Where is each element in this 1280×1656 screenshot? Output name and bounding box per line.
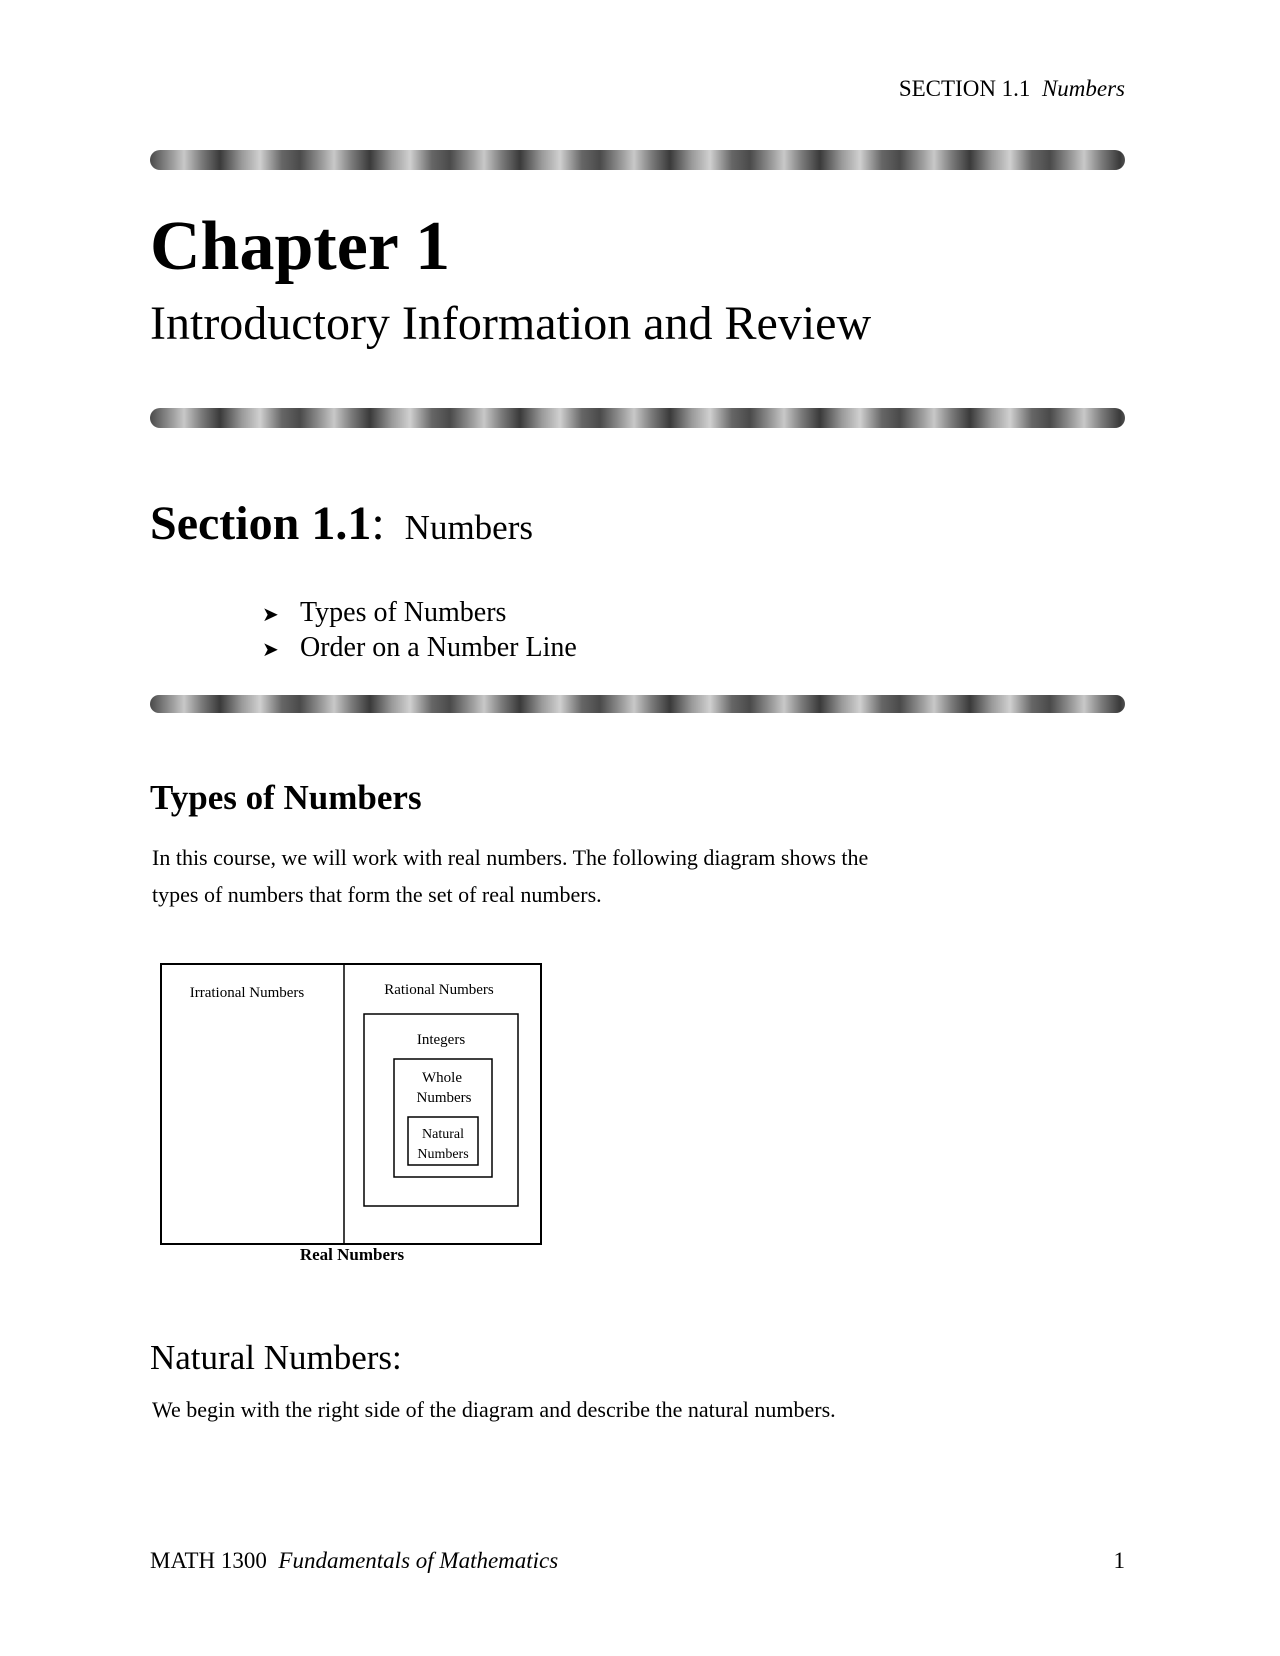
irrational-numbers-label: Irrational Numbers bbox=[189, 985, 305, 1001]
intro-paragraph-line-2: types of numbers that form the set of real numbers. bbox=[152, 882, 602, 907]
types-of-numbers-heading: Types of Numbers bbox=[150, 778, 422, 817]
footer-course bbox=[150, 1548, 558, 1574]
footer-course-code: MATH 1300 bbox=[150, 1548, 267, 1573]
running-header-section-title: Numbers bbox=[1041, 76, 1125, 101]
rational-numbers-label: Rational Numbers bbox=[384, 982, 494, 998]
whole-numbers-label-line1: Whole bbox=[422, 1070, 462, 1086]
intro-paragraph-line-1: In this course, we will work with real numbers. The following diagram shows the bbox=[152, 845, 869, 870]
real-numbers-diagram bbox=[150, 958, 550, 1273]
section-name: Numbers bbox=[404, 508, 533, 547]
section-label: Section 1.1 bbox=[150, 497, 372, 550]
decorative-divider-bottom bbox=[150, 695, 1125, 713]
running-header-section-label: SECTION 1.1 bbox=[898, 76, 1031, 101]
integers-label: Integers bbox=[416, 1032, 466, 1048]
chapter-title: Chapter 1 bbox=[150, 208, 451, 285]
list-item bbox=[262, 596, 577, 631]
section-colon: : bbox=[371, 497, 385, 550]
natural-numbers-heading: Natural Numbers: bbox=[150, 1338, 402, 1377]
list-item bbox=[262, 631, 577, 666]
whole-numbers-label-line2: Numbers bbox=[416, 1090, 472, 1106]
natural-numbers-label-line1: Natural bbox=[422, 1127, 464, 1142]
natural-numbers-label-line2: Numbers bbox=[417, 1147, 469, 1162]
arrow-bullet-icon: ➤ bbox=[262, 637, 279, 661]
topic-label: Types of Numbers bbox=[300, 597, 507, 628]
real-numbers-label: Real Numbers bbox=[299, 1245, 405, 1264]
section-title bbox=[150, 497, 533, 550]
arrow-bullet-icon: ➤ bbox=[262, 602, 279, 626]
decorative-divider-top bbox=[150, 150, 1125, 170]
page-number: 1 bbox=[1113, 1548, 1125, 1573]
chapter-subtitle: Introductory Information and Review bbox=[150, 297, 872, 350]
real-numbers-box bbox=[161, 964, 541, 1244]
topic-label: Order on a Number Line bbox=[300, 632, 577, 663]
decorative-divider-middle bbox=[150, 408, 1125, 428]
footer-course-title: Fundamentals of Mathematics bbox=[278, 1548, 559, 1573]
section-topic-list bbox=[262, 596, 577, 666]
natural-numbers-paragraph: We begin with the right side of the diagram and describe the natural numbers. bbox=[152, 1397, 836, 1422]
running-header bbox=[880, 76, 1125, 102]
